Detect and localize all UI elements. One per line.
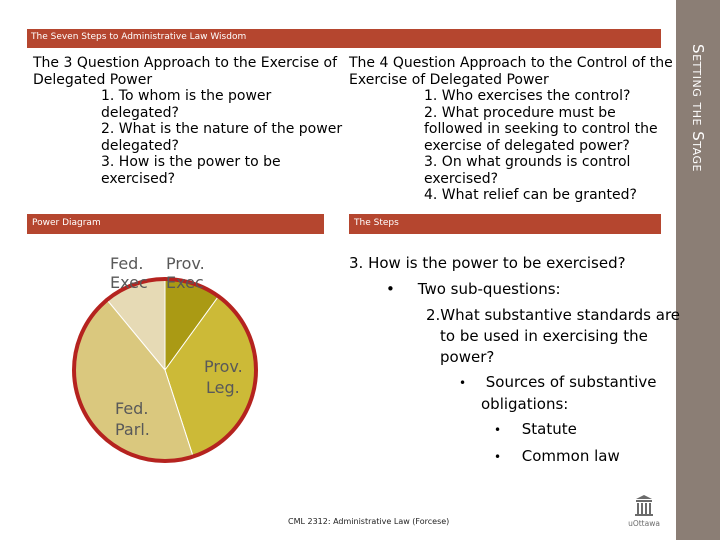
step-item: 3. How is the power to be exercised? [349,254,626,272]
bullet-sub-questions-text: Two sub-questions: [417,280,561,298]
sub-line-3: power? [440,348,495,366]
power-diagram-label: Power Diagram [32,218,101,228]
right-line-2: Exercise of Delegated Power [349,71,549,88]
steps-bar [349,214,661,234]
left-line-6: delegated? [101,137,179,154]
left-line-7: 3. How is the power to be [101,154,281,170]
bullet-dot-icon: • [459,376,467,390]
steps-label: The Steps [354,218,399,228]
university-building-icon [626,495,662,530]
bullet-statute-text: Statute [521,420,577,438]
right-line-1: The 4 Question Approach to the Control of the [349,55,673,71]
header-title: The Seven Steps to Administrative Law Wisdom [31,32,247,42]
left-line-4: delegated? [101,104,179,121]
power-diagram [0,235,320,535]
logo-text: uOttawa [628,519,660,528]
right-line-5: followed in seeking to control the [424,121,658,137]
label-prov-exec: Prov. Exec [166,254,205,292]
bullet-sources [349,372,679,394]
right-line-8: exercised? [424,170,499,187]
bullet-sources-text: Sources of substantive [485,373,657,391]
header-bar [27,29,661,48]
bullet-sources-cont: obligations: [481,395,569,413]
label-prov-leg: Prov. Leg. [204,357,243,397]
side-title [689,44,707,172]
bullet-dot-icon: • [494,423,502,437]
three-question-approach [33,55,343,187]
footer-course: CML 2312: Administrative Law (Forcese) [288,517,450,526]
right-line-6: exercise of delegated power? [424,137,630,154]
left-line-2: Delegated Power [33,71,153,88]
right-line-7: 3. On what grounds is control [424,154,631,170]
left-line-3: 1. To whom is the power [101,88,272,104]
bullet-common-law-text: Common law [521,447,620,465]
bullet-common-law [349,446,679,468]
left-line-8: exercised? [101,170,176,187]
power-diagram-bar [27,214,324,234]
label-fed-exec: Fed. Exec [110,254,148,292]
right-line-3: 1. Who exercises the control? [424,88,631,104]
sub-line-2: to be used in exercising the [440,327,648,345]
bullet-dot-icon: • [386,280,395,298]
bullet-dot-icon: • [494,450,502,464]
label-fed-parl: Fed. Parl. [115,399,150,439]
left-line-5: 2. What is the nature of the power [101,121,343,137]
bullet-statute [349,419,679,441]
four-question-approach [349,55,674,204]
right-line-4: 2. What procedure must be [424,104,616,121]
sub-line-1: 2.What substantive standards are [426,306,681,324]
steps-content [349,253,679,468]
bullet-sub-questions [349,279,679,300]
side-title-text: Setting the Stage [689,44,707,172]
right-line-9: 4. What relief can be granted? [424,187,637,203]
left-line-1: The 3 Question Approach to the Exercise of [33,55,338,71]
